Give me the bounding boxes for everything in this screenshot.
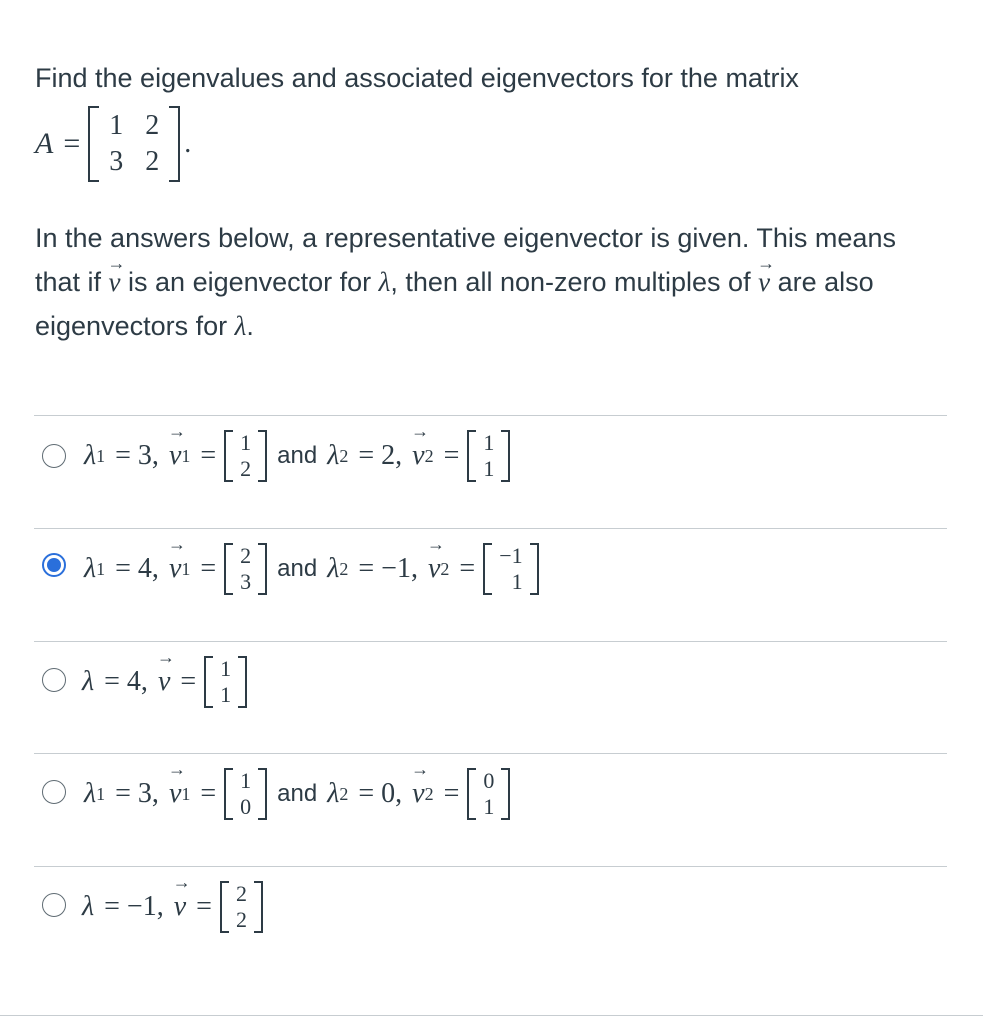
subscript: 1 (181, 558, 191, 579)
subscript: 2 (339, 445, 349, 466)
lambda-symbol: λ (234, 311, 247, 341)
eigenvalue: = 4, (115, 553, 159, 584)
vector-entry: 2 (240, 543, 252, 568)
vector-entry: −1 (499, 543, 523, 568)
answer-math: λ 1 = 3, → v 1 = 1 2 and λ 2 = 2, → v 2 = 1 1 (84, 430, 510, 482)
answer-option-3[interactable] (34, 642, 947, 753)
vector-entry: 1 (483, 430, 495, 455)
subscript: 2 (440, 558, 450, 579)
radio-button[interactable] (42, 444, 66, 468)
para-text: are also eigenvectors for (35, 267, 874, 341)
vector-v: → v (758, 260, 770, 304)
subscript: 1 (96, 445, 106, 466)
eigenvector-column (220, 881, 263, 933)
vector-v: → v (158, 666, 170, 698)
eigenvector-column (483, 543, 538, 595)
lambda-symbol: λ (84, 440, 97, 471)
subscript: 1 (96, 783, 106, 804)
eigenvector-column (224, 543, 267, 595)
vector-entry: 1 (220, 682, 232, 707)
para-text: . (246, 311, 254, 341)
eigenvalue: = 3, (115, 778, 159, 809)
lambda-symbol: λ (327, 778, 340, 809)
question-text: Find the eigenvalues and associated eigenvectors for the matrix (35, 63, 799, 93)
vector-entry: 1 (483, 456, 495, 481)
answer-option-1[interactable] (34, 416, 947, 528)
vector-v: → v (412, 778, 424, 810)
subscript: 2 (339, 558, 349, 579)
subscript: 1 (96, 558, 106, 579)
subscript: 2 (339, 783, 349, 804)
vector-v: → v (109, 260, 121, 304)
vector-entry: 1 (240, 430, 252, 455)
vector-v: → v (412, 440, 424, 472)
subscript: 1 (181, 783, 191, 804)
instruction-paragraph (35, 216, 945, 348)
bottom-divider (0, 1015, 983, 1016)
lambda-symbol: λ (82, 891, 95, 922)
subscript: 2 (424, 445, 434, 466)
right-bracket (169, 106, 180, 182)
matrix-cell: 2 (145, 146, 160, 177)
eigenvalue: = −1, (358, 553, 418, 584)
matrix-a (88, 106, 180, 182)
vector-entry: 3 (240, 569, 252, 594)
and-text: and (277, 555, 318, 582)
radio-button-selected[interactable] (42, 553, 66, 577)
answer-math: λ = 4, → v = 1 1 (82, 656, 247, 708)
answer-option-2[interactable] (34, 529, 947, 641)
lambda-symbol: λ (82, 666, 95, 697)
lambda-symbol: λ (84, 778, 97, 809)
para-text: is an eigenvector for (120, 267, 379, 297)
equals-sign: = (63, 127, 81, 160)
answer-option-4[interactable] (34, 754, 947, 866)
eigenvalue: = 2, (358, 440, 403, 471)
vector-entry: 1 (511, 569, 523, 594)
eigenvector-column (224, 430, 267, 482)
answer-math: λ 1 = 3, → v 1 = 1 0 and λ 2 = 0, → v 2 = 0 1 (84, 768, 510, 820)
eigenvector-column (224, 768, 267, 820)
para-text: , then all non-zero multiples of (390, 267, 759, 297)
vector-entry: 0 (483, 768, 495, 793)
and-text: and (277, 442, 318, 469)
radio-button[interactable] (42, 668, 66, 692)
subscript: 1 (181, 445, 191, 466)
eigenvalue: = −1, (104, 891, 164, 922)
answer-math: λ 1 = 4, → v 1 = 2 3 and λ 2 = −1, → v 2 = −1 1 (84, 543, 539, 595)
vector-v: → v (428, 553, 440, 585)
answer-math: λ = −1, → v = 2 2 (82, 881, 263, 933)
vector-entry: 2 (235, 881, 247, 906)
eigenvalue: = 4, (104, 666, 148, 697)
lambda-symbol: λ (327, 440, 340, 471)
answer-option-5[interactable] (34, 867, 947, 979)
eigenvector-column (204, 656, 247, 708)
matrix-cell: 3 (109, 146, 124, 177)
period: . (184, 128, 192, 159)
vector-entry: 0 (240, 794, 252, 819)
vector-v: → v (169, 778, 181, 810)
matrix-cell: 1 (109, 110, 124, 141)
matrix-definition (35, 98, 191, 190)
eigenvector-column (467, 430, 510, 482)
radio-button[interactable] (42, 780, 66, 804)
vector-entry: 1 (483, 794, 495, 819)
eigenvalue: = 0, (358, 778, 403, 809)
vector-v: → v (169, 440, 181, 472)
matrix-variable: A (35, 127, 54, 160)
para-text: In the answers below, a representative eigenvector is given. This means that if (35, 223, 896, 297)
eigenvector-column (467, 768, 510, 820)
lambda-symbol: λ (327, 553, 340, 584)
eigenvalue: = 3, (115, 440, 159, 471)
subscript: 2 (424, 783, 434, 804)
vector-v: → v (174, 891, 186, 923)
vector-entry: 1 (240, 768, 252, 793)
matrix-cell: 2 (145, 110, 160, 141)
and-text: and (277, 780, 318, 807)
vector-v: → v (169, 553, 181, 585)
lambda-symbol: λ (378, 267, 391, 297)
left-bracket (88, 106, 99, 182)
vector-entry: 1 (220, 656, 232, 681)
vector-entry: 2 (240, 456, 252, 481)
lambda-symbol: λ (84, 553, 97, 584)
vector-entry: 2 (235, 907, 247, 932)
radio-button[interactable] (42, 893, 66, 917)
